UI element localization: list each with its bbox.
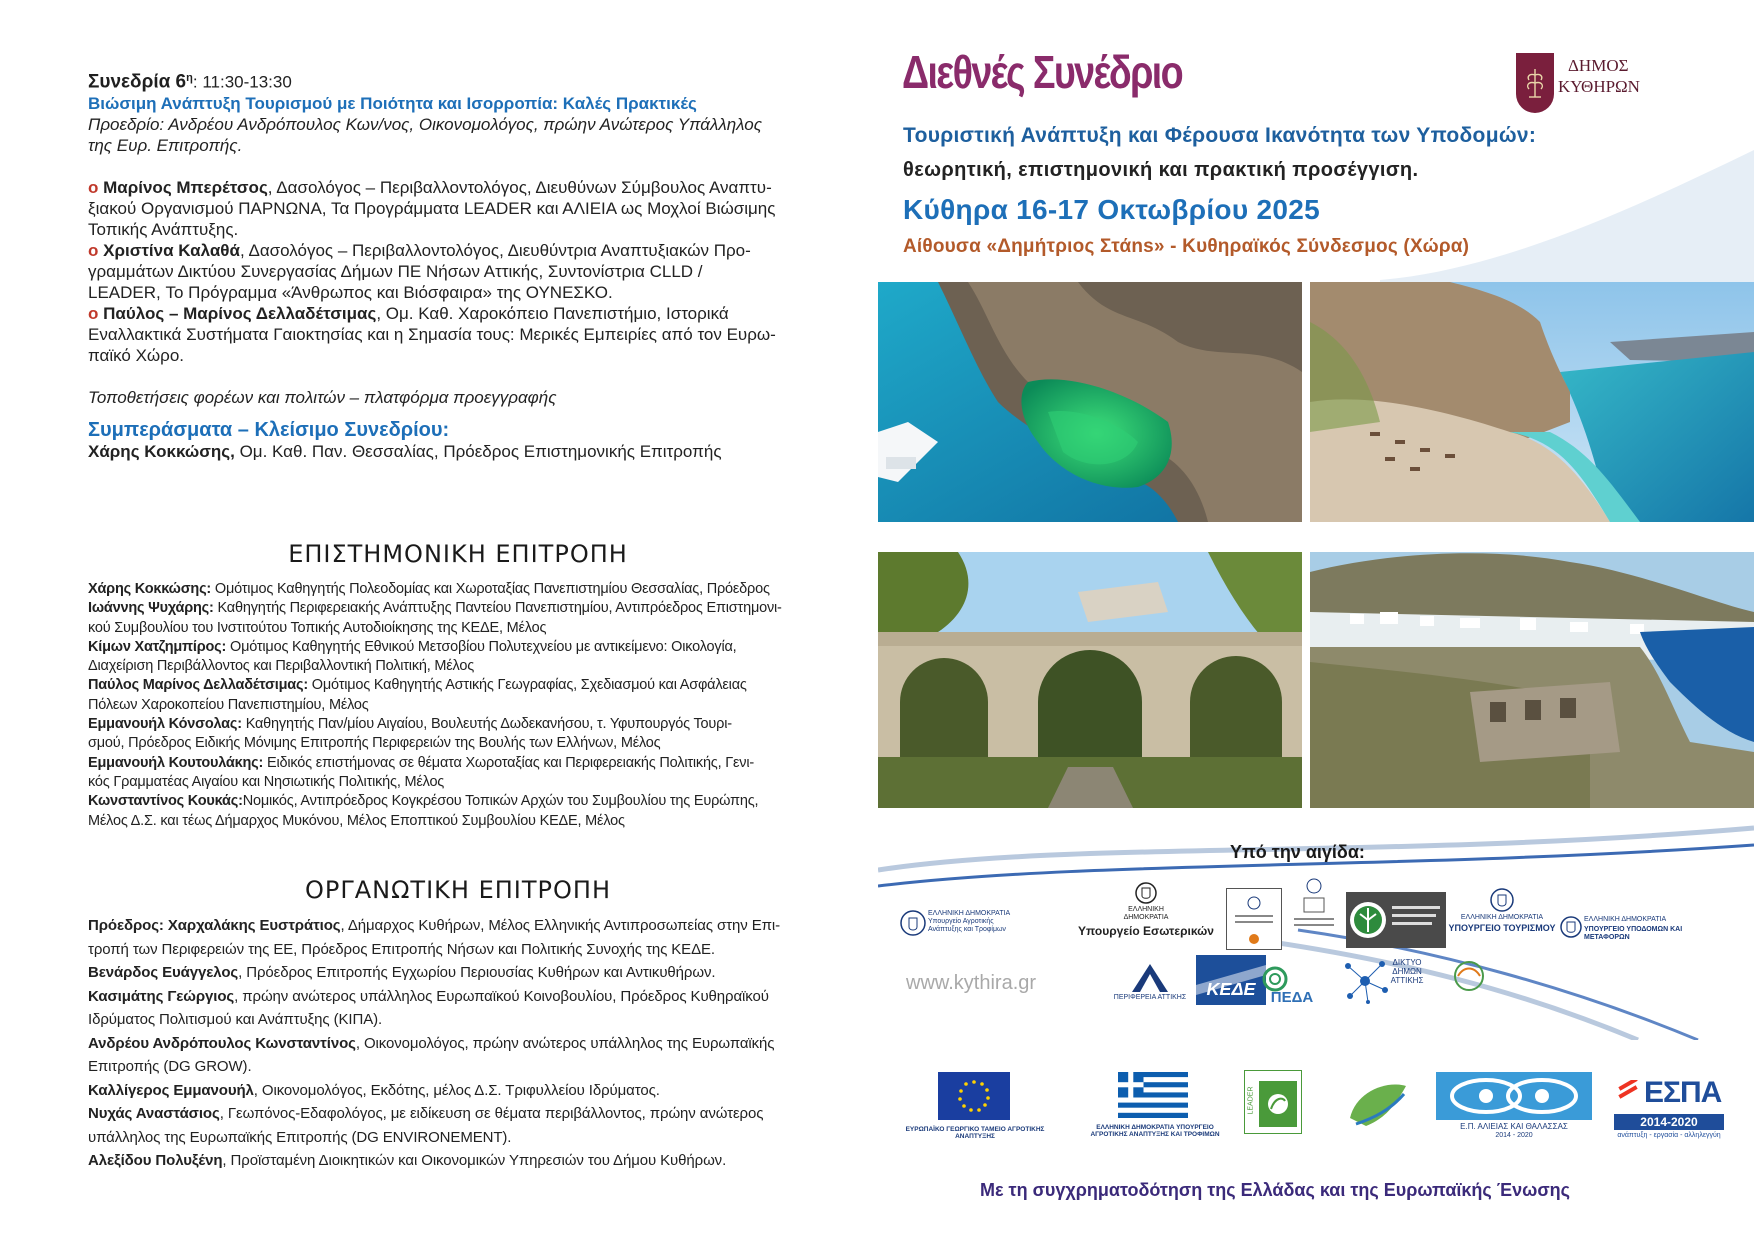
speaker-name: Μαρίνος Μπερέτσος (103, 177, 268, 197)
speaker-name: Παύλος – Μαρίνος Δελλαδέτσιμας (103, 303, 377, 323)
member-text: , Οικονομολόγος, Εκδότης, μέλος Δ.Σ. Τριφυλλείου Ιδρύματος. (253, 1081, 660, 1099)
committee-member (88, 1079, 848, 1103)
speaker-text: παϊκό Χώρο. (88, 345, 185, 365)
photo-village-ruins (1310, 552, 1754, 808)
local-network-logo (1446, 958, 1492, 1007)
espa-logo (1614, 1076, 1724, 1146)
member-text: Πόλεων Χαροκοπείου Πανεπιστημίου, Μέλος (88, 696, 369, 713)
speaker-item (88, 303, 828, 366)
committee-member (88, 1032, 848, 1079)
fisheries-program-logo (1436, 1072, 1592, 1120)
member-text: Επιτροπής (DG GROW). (88, 1058, 252, 1075)
espa-label: ΕΣΠΑ (1644, 1076, 1722, 1109)
member-name: Νυχάς Αναστάσιος (88, 1105, 220, 1122)
member-text: Ιδρύματος Πολιτισμού και Ανάπτυξης (ΚΙΠΑ). (88, 1011, 383, 1028)
photo-stone-bridge (878, 552, 1302, 808)
municipality-name (1558, 55, 1640, 97)
committee-member (88, 754, 848, 793)
tourism-crest-icon (1490, 888, 1514, 917)
ministry-rural-caption: ΕΛΛΗΝΙΚΗ ΔΗΜΟΚΡΑΤΙΑ ΥΠΟΥΡΓΕΙΟ ΑΓΡΟΤΙΚΗΣ ΑΝΑΠΤΥΞΗΣ ΚΑΙ ΤΡΟΦΙΜΩΝ (1090, 1124, 1220, 1138)
leader-logo (1244, 1070, 1302, 1134)
interior-ministry-caption: Υπουργείο Εσωτερικών (1078, 924, 1214, 938)
session-chair (88, 114, 828, 156)
member-text: , Προϊσταμένη Διοικητικών και Οικονομικών Υπηρεσιών του Δήμου Κυθήρων. (222, 1152, 727, 1169)
agri-ministry-caption: ΕΛΛΗΝΙΚΗ ΔΗΜΟΚΡΑΤΙΑ Υπουργείο Αγροτικής Ανάπτυξης και Τροφίμων (928, 910, 1010, 933)
member-name: Ιωάννης Ψυχάρης: (88, 600, 214, 617)
interior-crest-icon (1135, 882, 1157, 909)
member-text: τροπή των Περιφερειών της ΕΕ, Πρόεδρος Επιτροπής Νήσων και Πολιτικής Συνοχής της ΚΕΔΕ. (88, 940, 715, 958)
member-text: , πρώην ανώτερος υπάλληλος Ευρωπαϊκού Κοινοβουλίου, Πρόεδρος Κυθηραϊκού (234, 987, 769, 1005)
member-text: Καθηγητής Περιφερειακής Ανάπτυξης Παντείου Πανεπιστημίου, Αντιπρόεδρος Επιστημονι- (213, 600, 782, 617)
cover-venue: Αίθουσα «Δημήτριος Στάns» - Κυθηραϊκός Σύνδεσμος (Χώρα) (903, 236, 1470, 257)
espa-tagline: ανάπτυξη - εργασία - αλληλεγγύη (1617, 1132, 1721, 1139)
civil-protection-logo (1226, 888, 1282, 950)
leader-label: LEADER (1247, 1086, 1255, 1115)
conclusions-name: Χάρης Κοκκώσης, (88, 441, 235, 461)
member-text: υπάλληλος της Ευρωπαϊκής Επιτροπής (DG ENVIRONEMENT). (88, 1128, 512, 1146)
committee-member (88, 961, 848, 985)
member-text: κός Γραμματέας Αιγαίου και Νησιωτικής Πολιτικής, Μέλος (88, 773, 445, 790)
member-text: Μέλος Δ.Σ. και τέως Δήμαρχος Μυκόνου, Μέλος Εποπτικού Συμβουλίου ΚΕΔΕ, Μέλος (88, 812, 625, 829)
session-title: Συνεδρία 6 (88, 71, 187, 93)
greek-crest-icon (900, 910, 926, 941)
committee-member (88, 715, 848, 754)
committee-member (88, 676, 848, 715)
fisheries-years: 2014 - 2020 (1495, 1132, 1533, 1139)
member-name: Παύλος Μαρίνος Δελλαδέτσιμας: (88, 677, 308, 694)
tourism-top-caption: ΕΛΛΗΝΙΚΗ ΔΗΜΟΚΡΑΤΙΑ (1460, 914, 1544, 921)
espa-years: 2014-2020 (1614, 1114, 1724, 1130)
session-time: : 11:30-13:30 (192, 72, 292, 92)
member-name: Κωνσταντίνος Κουκάς: (88, 793, 243, 810)
greek-flag-icon (1118, 1072, 1188, 1118)
member-name: Κασιμάτης Γεώργιος (88, 987, 235, 1005)
speaker-text: Εναλλακτικά Συστήματα Γαιοκτησίας και η Σημασία τους: Μερικές Εμπειρίες από τον Ευρω- (88, 324, 776, 344)
member-name: Αλεξίδου Πολυξένη (88, 1152, 223, 1169)
member-text: σμού, Πρόεδρος Ειδικής Μόνιμης Επιτροπής Περιφερειών της Βουλής των Ελλήνων, Μέλος (88, 735, 661, 752)
photo-green-pool (878, 282, 1302, 522)
committee-member (88, 985, 848, 1032)
aegis-label: Υπό την αιγίδα: (1230, 842, 1365, 862)
member-text: , Οικονομολόγος, πρώην ανώτερος υπάλληλος της Ευρωπαϊκής (355, 1034, 775, 1052)
fisheries-region-logo (1346, 1074, 1410, 1141)
kede-logo (1196, 955, 1266, 1005)
conclusions-rest: Ομ. Καθ. Παν. Θεσσαλίας, Πρόεδρος Επιστημονικής Επιτροπής (234, 441, 722, 461)
member-name: Κίμων Χατζημπίρος: (88, 638, 227, 655)
session-chair-line1: Προεδρίο: Ανδρέου Ανδρόπουλος Κων/νος, Οικονομολόγος, πρώην Ανώτερος Υπάλληλος (88, 114, 762, 134)
infra-top-caption: ΕΛΛΗΝΙΚΗ ΔΗΜΟΚΡΑΤΙΑ (1584, 916, 1667, 923)
committee-member (88, 638, 848, 677)
attica-caption: ΠΕΡΙΦΕΡΕΙΑ ΑΤΤΙΚΗΣ (1113, 994, 1187, 1001)
speaker-bullet: o (88, 240, 99, 260)
kede-label: ΚΕΔΕ (1206, 979, 1256, 999)
member-text: , Δήμαρχος Κυθήρων, Μέλος Ελληνικής Αντιπροσωπείας στην Επι- (340, 917, 780, 934)
infrastructure-crest-icon (1560, 916, 1582, 943)
member-text: , Γεωπόνος-Εδαφολόγος, με ειδίκευση σε θέματα περιβάλλοντος, πρώην ανώτερος (219, 1105, 764, 1122)
member-text: Ειδικός επιστήμονας σε θέματα Χωροταξίας και Περιφερειακής Πολιτικής, Γενι- (263, 754, 754, 771)
conclusions-title: Συμπεράσματα – Κλείσιμο Συνεδρίου: (88, 418, 450, 441)
speaker-text: , Δασολόγος – Περιβαλλοντολόγος, Διευθύντρια Αναπτυξιακών Προ- (239, 240, 751, 260)
member-name: Εμμανουήλ Κουτουλάκης: (88, 754, 264, 771)
conference-title: Διεθνές Συνέδριο (902, 46, 1183, 98)
conclusions-line (88, 441, 828, 462)
committee-member (88, 580, 848, 599)
speaker-item (88, 177, 828, 240)
member-name: Εμμανουήλ Κόνσολας: (88, 716, 242, 733)
session-header (88, 68, 828, 93)
speaker-text: γραμμάτων Δικτύου Συνεργασίας Δήμων ΠΕ Νήσων Αττικής, Συντονίστρια CLLD / (88, 261, 703, 281)
cover-subtitle2: θεωρητική, επιστημονική και πρακτική προσέγγιση. (903, 159, 1419, 181)
session-sup: η (186, 72, 193, 84)
member-text: Ομότιμος Καθηγητής Πολεοδομίας και Χωροταξίας Πανεπιστημίου Θεσσαλίας, Πρόεδρος (211, 581, 770, 597)
tourism-ministry-caption: ΥΠΟΥΡΓΕΙΟ ΤΟΥΡΙΣΜΟΥ (1448, 923, 1556, 933)
speaker-name: Χριστίνα Καλαθά (103, 240, 240, 260)
cover-subtitle1: Τουριστική Ανάπτυξη και Φέρουσα Ικανότητα των Υποδομών: (903, 124, 1537, 147)
session-chair-line2: της Ευρ. Επιτροπής. (88, 135, 243, 155)
member-text: Διαχείριση Περιβάλλοντος και Περιβαλλοντική Πολιτική, Μέλος (88, 658, 475, 675)
secretariat-logo (1290, 876, 1338, 945)
speaker-item (88, 240, 828, 303)
member-text: Νομικός, Αντιπρόεδρος Κογκρέσου Τοπικών Αρχών του Συμβουλίου της Ευρώπης, (242, 793, 759, 810)
cover-date: Κύθηρα 16-17 Οκτωβρίου 2025 (903, 194, 1320, 225)
committee-member (88, 1149, 848, 1173)
speaker-text: LEADER, Το Πρόγραμμα «Άνθρωπος και Βιόσφαιρα» της ΟΥΝΕΣΚΟ. (88, 282, 613, 302)
eafrd-caption: ΕΥΡΩΠΑΪΚΟ ΓΕΩΡΓΙΚΟ ΤΑΜΕΙΟ ΑΓΡΟΤΙΚΗΣ ΑΝΑΠΤΥΞΗΣ (905, 1126, 1045, 1140)
member-name: Βενάρδος Ευάγγελος (88, 964, 239, 981)
program-column (88, 68, 828, 462)
session-subtitle: Βιώσιμη Ανάπτυξη Τουρισμού με Ποιότητα και Ισορροπία: Καλές Πρακτικές (88, 93, 697, 113)
municipality-line2: ΚΥΘΗΡΩΝ (1558, 77, 1640, 96)
committee-member (88, 1102, 848, 1149)
speaker-text: ξιακού Οργανισμού ΠΑΡΝΩΝΑ, Τα Προγράμματα LEADER και ΑΛΙΕΙΑ ως Μοχλοί Βιώσιμης (88, 198, 776, 218)
member-text: , Πρόεδρος Επιτροπής Εγχωρίου Περιουσίας Κυθήρων και Αντικυθήρων. (238, 964, 716, 981)
speaker-bullet: o (88, 177, 99, 197)
speaker-list (88, 177, 828, 366)
peda-caption: ΠΕΔΑ (1270, 989, 1314, 1006)
speaker-text: Τοπικής Ανάπτυξης. (88, 219, 239, 239)
member-text: κού Συμβουλίου του Ινστιτούτου Τοπικής Αυτοδιοίκησης της ΚΕΔΕ, Μέλος (88, 619, 547, 636)
organizing-members (88, 914, 848, 1173)
speaker-bullet: o (88, 303, 99, 323)
photo-beach (1310, 282, 1754, 522)
infra-ministry-caption: ΥΠΟΥΡΓΕΙΟ ΥΠΟΔΟΜΩΝ ΚΑΙ ΜΕΤΑΦΟΡΩΝ (1584, 926, 1683, 941)
member-name: Χάρης Κοκκώσης: (88, 581, 212, 597)
scientific-heading: ΕΠΙΣΤΗΜΟΝΙΚΗ ΕΠΙΤΡΟΠΗ (288, 540, 628, 568)
organizing-heading: ΟΡΓΑΝΩΤΙΚΗ ΕΠΙΤΡΟΠΗ (304, 876, 611, 904)
committee-member (88, 914, 848, 961)
website-link[interactable]: www.kythira.gr (906, 972, 1037, 994)
member-name: Ανδρέου Ανδρόπουλος Κωνσταντίνος (88, 1034, 356, 1052)
scientific-members (88, 580, 848, 831)
speaker-text: , Ομ. Καθ. Χαροκόπειο Πανεπιστήμιο, Ιστορικά (376, 303, 729, 323)
interior-top-caption: ΕΛΛΗΝΙΚΗ ΔΗΜΟΚΡΑΤΙΑ (1123, 906, 1169, 921)
member-name: Καλλίγερος Εμμανουήλ (88, 1081, 254, 1099)
municipality-crest-icon (1516, 53, 1554, 113)
network-caption: ΔΙΚΤΥΟ ΔΗΜΩΝ ΑΤΤΙΚΗΣ (1390, 958, 1424, 985)
positions-note: Τοποθετήσεις φορέων και πολιτών – πλατφόρμα προεγγραφής (88, 387, 557, 407)
funding-note: Με τη συγχρηματοδότηση της Ελλάδας και της Ευρωπαϊκής Ένωσης (980, 1180, 1571, 1200)
member-text: Ομότιμος Καθηγητής Αστικής Γεωγραφίας, Σχεδιασμού και Ασφάλειας (307, 677, 747, 694)
committee-member (88, 792, 848, 831)
member-text: Ομότιμος Καθηγητής Εθνικού Μετσοβίου Πολυτεχνείου με αντικείμενο: Οικολογία, (226, 638, 737, 655)
fisheries-caption: Ε.Π. ΑΛΙΕΙΑΣ ΚΑΙ ΘΑΛΑΣΣΑΣ (1460, 1122, 1568, 1131)
environment-ministry-logo (1346, 892, 1446, 948)
member-name: Πρόεδρος: Χαρχαλάκης Ευστράτιος (88, 917, 341, 934)
member-text: Καθηγητής Παν/μίου Αιγαίου, Βουλευτής Δωδεκανήσου, τ. Υφυπουργός Τουρι- (241, 716, 732, 733)
eu-flag-icon (938, 1072, 1010, 1120)
speaker-text: , Δασολόγος – Περιβαλλοντολόγος, Διευθύνων Σύμβουλος Αναπτυ- (267, 177, 772, 197)
committee-member (88, 599, 848, 638)
municipality-line1: ΔΗΜΟΣ (1568, 56, 1629, 75)
